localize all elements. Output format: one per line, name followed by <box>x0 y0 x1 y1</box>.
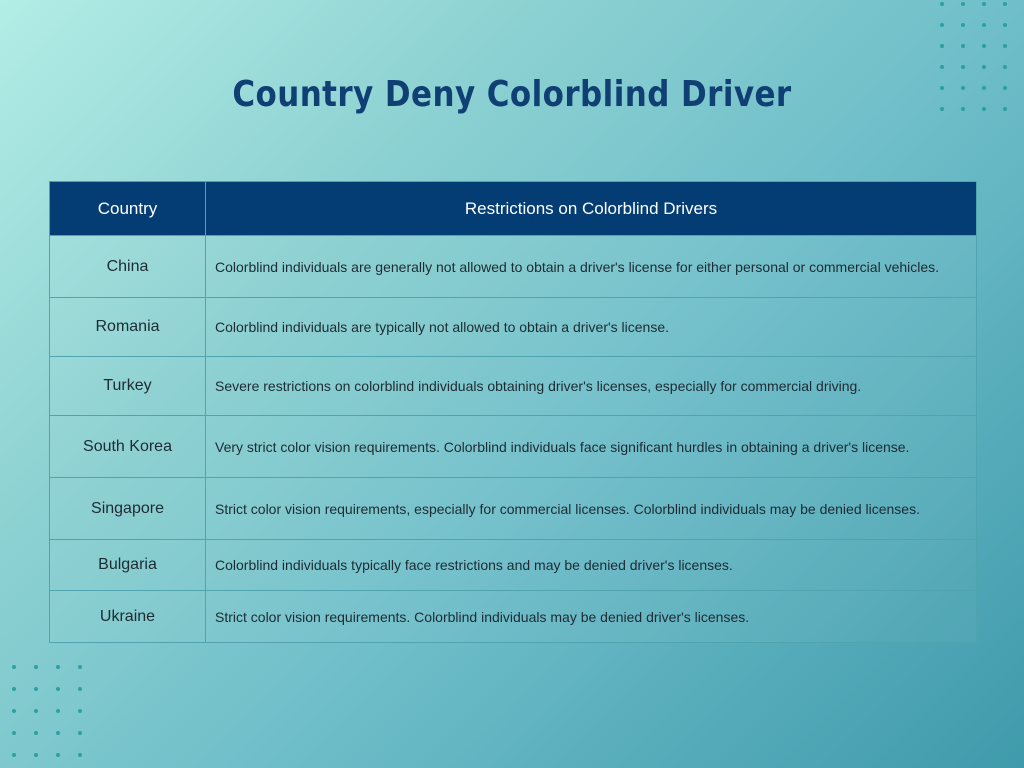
country-cell: Bulgaria <box>50 540 206 591</box>
header-restrictions: Restrictions on Colorblind Drivers <box>206 182 977 236</box>
table-header-row <box>50 182 977 236</box>
restriction-cell: Colorblind individuals typically face restrictions and may be denied driver's licenses. <box>206 540 977 591</box>
restriction-cell: Severe restrictions on colorblind individuals obtaining driver's licenses, especially for commercial driving. <box>206 357 977 416</box>
table-row <box>50 416 977 478</box>
table-row <box>50 591 977 643</box>
restriction-cell: Strict color vision requirements, especially for commercial licenses. Colorblind individuals may be denied licenses. <box>206 478 977 540</box>
country-cell: China <box>50 236 206 298</box>
decorative-dot-grid-bottom-left <box>12 665 82 757</box>
country-cell: South Korea <box>50 416 206 478</box>
page-title: Country Deny Colorblind Driver <box>232 74 792 115</box>
country-cell: Romania <box>50 298 206 357</box>
restriction-cell: Strict color vision requirements. Colorblind individuals may be denied driver's licenses. <box>206 591 977 643</box>
header-country: Country <box>50 182 206 236</box>
restriction-cell: Colorblind individuals are typically not allowed to obtain a driver's license. <box>206 298 977 357</box>
table-row <box>50 540 977 591</box>
restriction-cell: Colorblind individuals are generally not allowed to obtain a driver's license for either personal or commercial vehicles. <box>206 236 977 298</box>
table-row <box>50 236 977 298</box>
country-cell: Ukraine <box>50 591 206 643</box>
restriction-cell: Very strict color vision requirements. Colorblind individuals face significant hurdles in obtaining a driver's license. <box>206 416 977 478</box>
table-row <box>50 357 977 416</box>
country-cell: Singapore <box>50 478 206 540</box>
table-row <box>50 478 977 540</box>
table-row <box>50 298 977 357</box>
restrictions-table <box>49 181 977 643</box>
country-cell: Turkey <box>50 357 206 416</box>
